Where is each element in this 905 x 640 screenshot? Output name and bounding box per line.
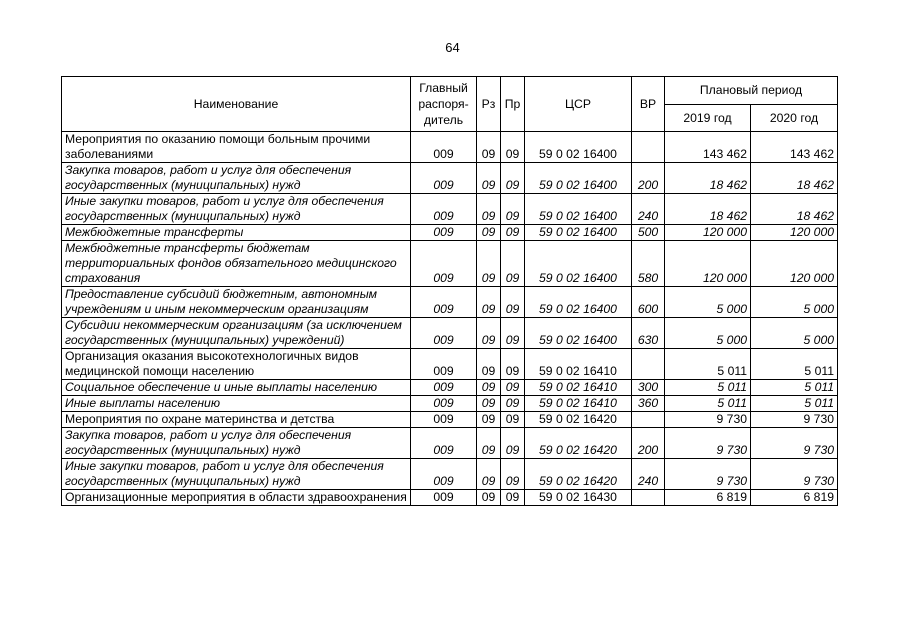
cell-2019: 5 011	[665, 396, 751, 412]
header-pr: Пр	[501, 77, 525, 132]
cell-rz: 09	[477, 132, 501, 163]
cell-chief-admin: 009	[411, 194, 477, 225]
cell-chief-admin: 009	[411, 380, 477, 396]
cell-2019: 9 730	[665, 412, 751, 428]
cell-vr	[632, 132, 665, 163]
table-row	[62, 490, 838, 506]
cell-csr: 59 0 02 16410	[525, 380, 632, 396]
table-row	[62, 396, 838, 412]
cell-name: Мероприятия по оказанию помощи больным прочими заболеваниями	[62, 132, 411, 163]
cell-rz: 09	[477, 412, 501, 428]
cell-2019: 6 819	[665, 490, 751, 506]
cell-pr: 09	[501, 349, 525, 380]
cell-2020: 5 011	[751, 396, 838, 412]
table-row	[62, 287, 838, 318]
cell-2020: 120 000	[751, 241, 838, 287]
table-row	[62, 241, 838, 287]
cell-csr: 59 0 02 16420	[525, 412, 632, 428]
cell-pr: 09	[501, 428, 525, 459]
cell-chief-admin: 009	[411, 318, 477, 349]
cell-rz: 09	[477, 459, 501, 490]
table-row	[62, 428, 838, 459]
cell-2020: 5 000	[751, 287, 838, 318]
cell-chief-admin: 009	[411, 459, 477, 490]
cell-vr: 600	[632, 287, 665, 318]
header-plan-period: Плановый период	[665, 77, 838, 105]
cell-name: Мероприятия по охране материнства и детства	[62, 412, 411, 428]
cell-chief-admin: 009	[411, 349, 477, 380]
cell-csr: 59 0 02 16400	[525, 318, 632, 349]
cell-rz: 09	[477, 287, 501, 318]
cell-2019: 5 011	[665, 380, 751, 396]
cell-2019: 9 730	[665, 428, 751, 459]
cell-chief-admin: 009	[411, 412, 477, 428]
cell-name: Организационные мероприятия в области здравоохранения	[62, 490, 411, 506]
cell-rz: 09	[477, 318, 501, 349]
page-number: 64	[445, 40, 460, 55]
header-year-2020: 2020 год	[751, 104, 838, 132]
cell-pr: 09	[501, 287, 525, 318]
table-row	[62, 459, 838, 490]
cell-chief-admin: 009	[411, 163, 477, 194]
header-year-2019: 2019 год	[665, 104, 751, 132]
cell-2020: 18 462	[751, 163, 838, 194]
cell-csr: 59 0 02 16400	[525, 132, 632, 163]
table-header	[62, 77, 838, 132]
cell-pr: 09	[501, 225, 525, 241]
cell-rz: 09	[477, 163, 501, 194]
cell-rz: 09	[477, 490, 501, 506]
cell-chief-admin: 009	[411, 287, 477, 318]
cell-2019: 18 462	[665, 194, 751, 225]
cell-csr: 59 0 02 16420	[525, 459, 632, 490]
cell-2020: 6 819	[751, 490, 838, 506]
cell-vr: 300	[632, 380, 665, 396]
cell-chief-admin: 009	[411, 490, 477, 506]
cell-chief-admin: 009	[411, 132, 477, 163]
cell-vr	[632, 490, 665, 506]
cell-vr: 240	[632, 459, 665, 490]
header-name: Наименование	[62, 77, 411, 132]
cell-name: Организация оказания высокотехнологичных видов медицинской помощи населению	[62, 349, 411, 380]
cell-vr: 200	[632, 163, 665, 194]
cell-2020: 120 000	[751, 225, 838, 241]
cell-2020: 9 730	[751, 412, 838, 428]
cell-chief-admin: 009	[411, 396, 477, 412]
cell-rz: 09	[477, 241, 501, 287]
table-row	[62, 163, 838, 194]
cell-pr: 09	[501, 459, 525, 490]
cell-vr: 360	[632, 396, 665, 412]
cell-csr: 59 0 02 16400	[525, 163, 632, 194]
cell-2020: 9 730	[751, 428, 838, 459]
cell-csr: 59 0 02 16410	[525, 396, 632, 412]
cell-2020: 18 462	[751, 194, 838, 225]
cell-name: Предоставление субсидий бюджетным, автономным учреждениям и иным некоммерческим организациям	[62, 287, 411, 318]
cell-pr: 09	[501, 241, 525, 287]
cell-2020: 9 730	[751, 459, 838, 490]
cell-2020: 5 000	[751, 318, 838, 349]
cell-csr: 59 0 02 16400	[525, 225, 632, 241]
table-row	[62, 380, 838, 396]
cell-vr	[632, 412, 665, 428]
cell-name: Межбюджетные трансферты бюджетам территориальных фондов обязательного медицинского страхования	[62, 241, 411, 287]
cell-name: Закупка товаров, работ и услуг для обеспечения государственных (муниципальных) нужд	[62, 163, 411, 194]
cell-rz: 09	[477, 225, 501, 241]
cell-rz: 09	[477, 349, 501, 380]
cell-2020: 5 011	[751, 349, 838, 380]
cell-csr: 59 0 02 16430	[525, 490, 632, 506]
cell-vr: 240	[632, 194, 665, 225]
cell-2019: 120 000	[665, 241, 751, 287]
cell-2019: 143 462	[665, 132, 751, 163]
table-row	[62, 225, 838, 241]
cell-rz: 09	[477, 396, 501, 412]
cell-rz: 09	[477, 194, 501, 225]
cell-csr: 59 0 02 16400	[525, 194, 632, 225]
header-chief-admin: Главный распоря-дитель	[411, 77, 477, 132]
cell-name: Субсидии некоммерческим организациям (за исключением государственных (муниципальных) учреждений)	[62, 318, 411, 349]
cell-2019: 5 000	[665, 318, 751, 349]
cell-csr: 59 0 02 16400	[525, 287, 632, 318]
table-body	[62, 132, 838, 506]
cell-name: Иные закупки товаров, работ и услуг для обеспечения государственных (муниципальных) нужд	[62, 459, 411, 490]
cell-csr: 59 0 02 16410	[525, 349, 632, 380]
cell-2020: 5 011	[751, 380, 838, 396]
cell-vr: 200	[632, 428, 665, 459]
table-row	[62, 132, 838, 163]
cell-2019: 18 462	[665, 163, 751, 194]
cell-vr	[632, 349, 665, 380]
cell-name: Иные выплаты населению	[62, 396, 411, 412]
cell-2020: 143 462	[751, 132, 838, 163]
cell-chief-admin: 009	[411, 241, 477, 287]
cell-csr: 59 0 02 16420	[525, 428, 632, 459]
cell-csr: 59 0 02 16400	[525, 241, 632, 287]
cell-name: Межбюджетные трансферты	[62, 225, 411, 241]
cell-2019: 5 011	[665, 349, 751, 380]
cell-pr: 09	[501, 490, 525, 506]
cell-chief-admin: 009	[411, 225, 477, 241]
cell-rz: 09	[477, 380, 501, 396]
cell-2019: 5 000	[665, 287, 751, 318]
cell-vr: 630	[632, 318, 665, 349]
cell-2019: 120 000	[665, 225, 751, 241]
budget-table	[61, 76, 838, 506]
table-row	[62, 412, 838, 428]
table-row	[62, 349, 838, 380]
cell-pr: 09	[501, 132, 525, 163]
cell-vr: 500	[632, 225, 665, 241]
header-vr: ВР	[632, 77, 665, 132]
cell-pr: 09	[501, 318, 525, 349]
header-csr: ЦСР	[525, 77, 632, 132]
cell-pr: 09	[501, 380, 525, 396]
cell-name: Социальное обеспечение и иные выплаты населению	[62, 380, 411, 396]
cell-rz: 09	[477, 428, 501, 459]
cell-vr: 580	[632, 241, 665, 287]
cell-name: Иные закупки товаров, работ и услуг для обеспечения государственных (муниципальных) нужд	[62, 194, 411, 225]
cell-pr: 09	[501, 194, 525, 225]
cell-pr: 09	[501, 396, 525, 412]
header-rz: Рз	[477, 77, 501, 132]
table-row	[62, 318, 838, 349]
cell-name: Закупка товаров, работ и услуг для обеспечения государственных (муниципальных) нужд	[62, 428, 411, 459]
cell-pr: 09	[501, 163, 525, 194]
table-row	[62, 194, 838, 225]
cell-2019: 9 730	[665, 459, 751, 490]
cell-pr: 09	[501, 412, 525, 428]
cell-chief-admin: 009	[411, 428, 477, 459]
